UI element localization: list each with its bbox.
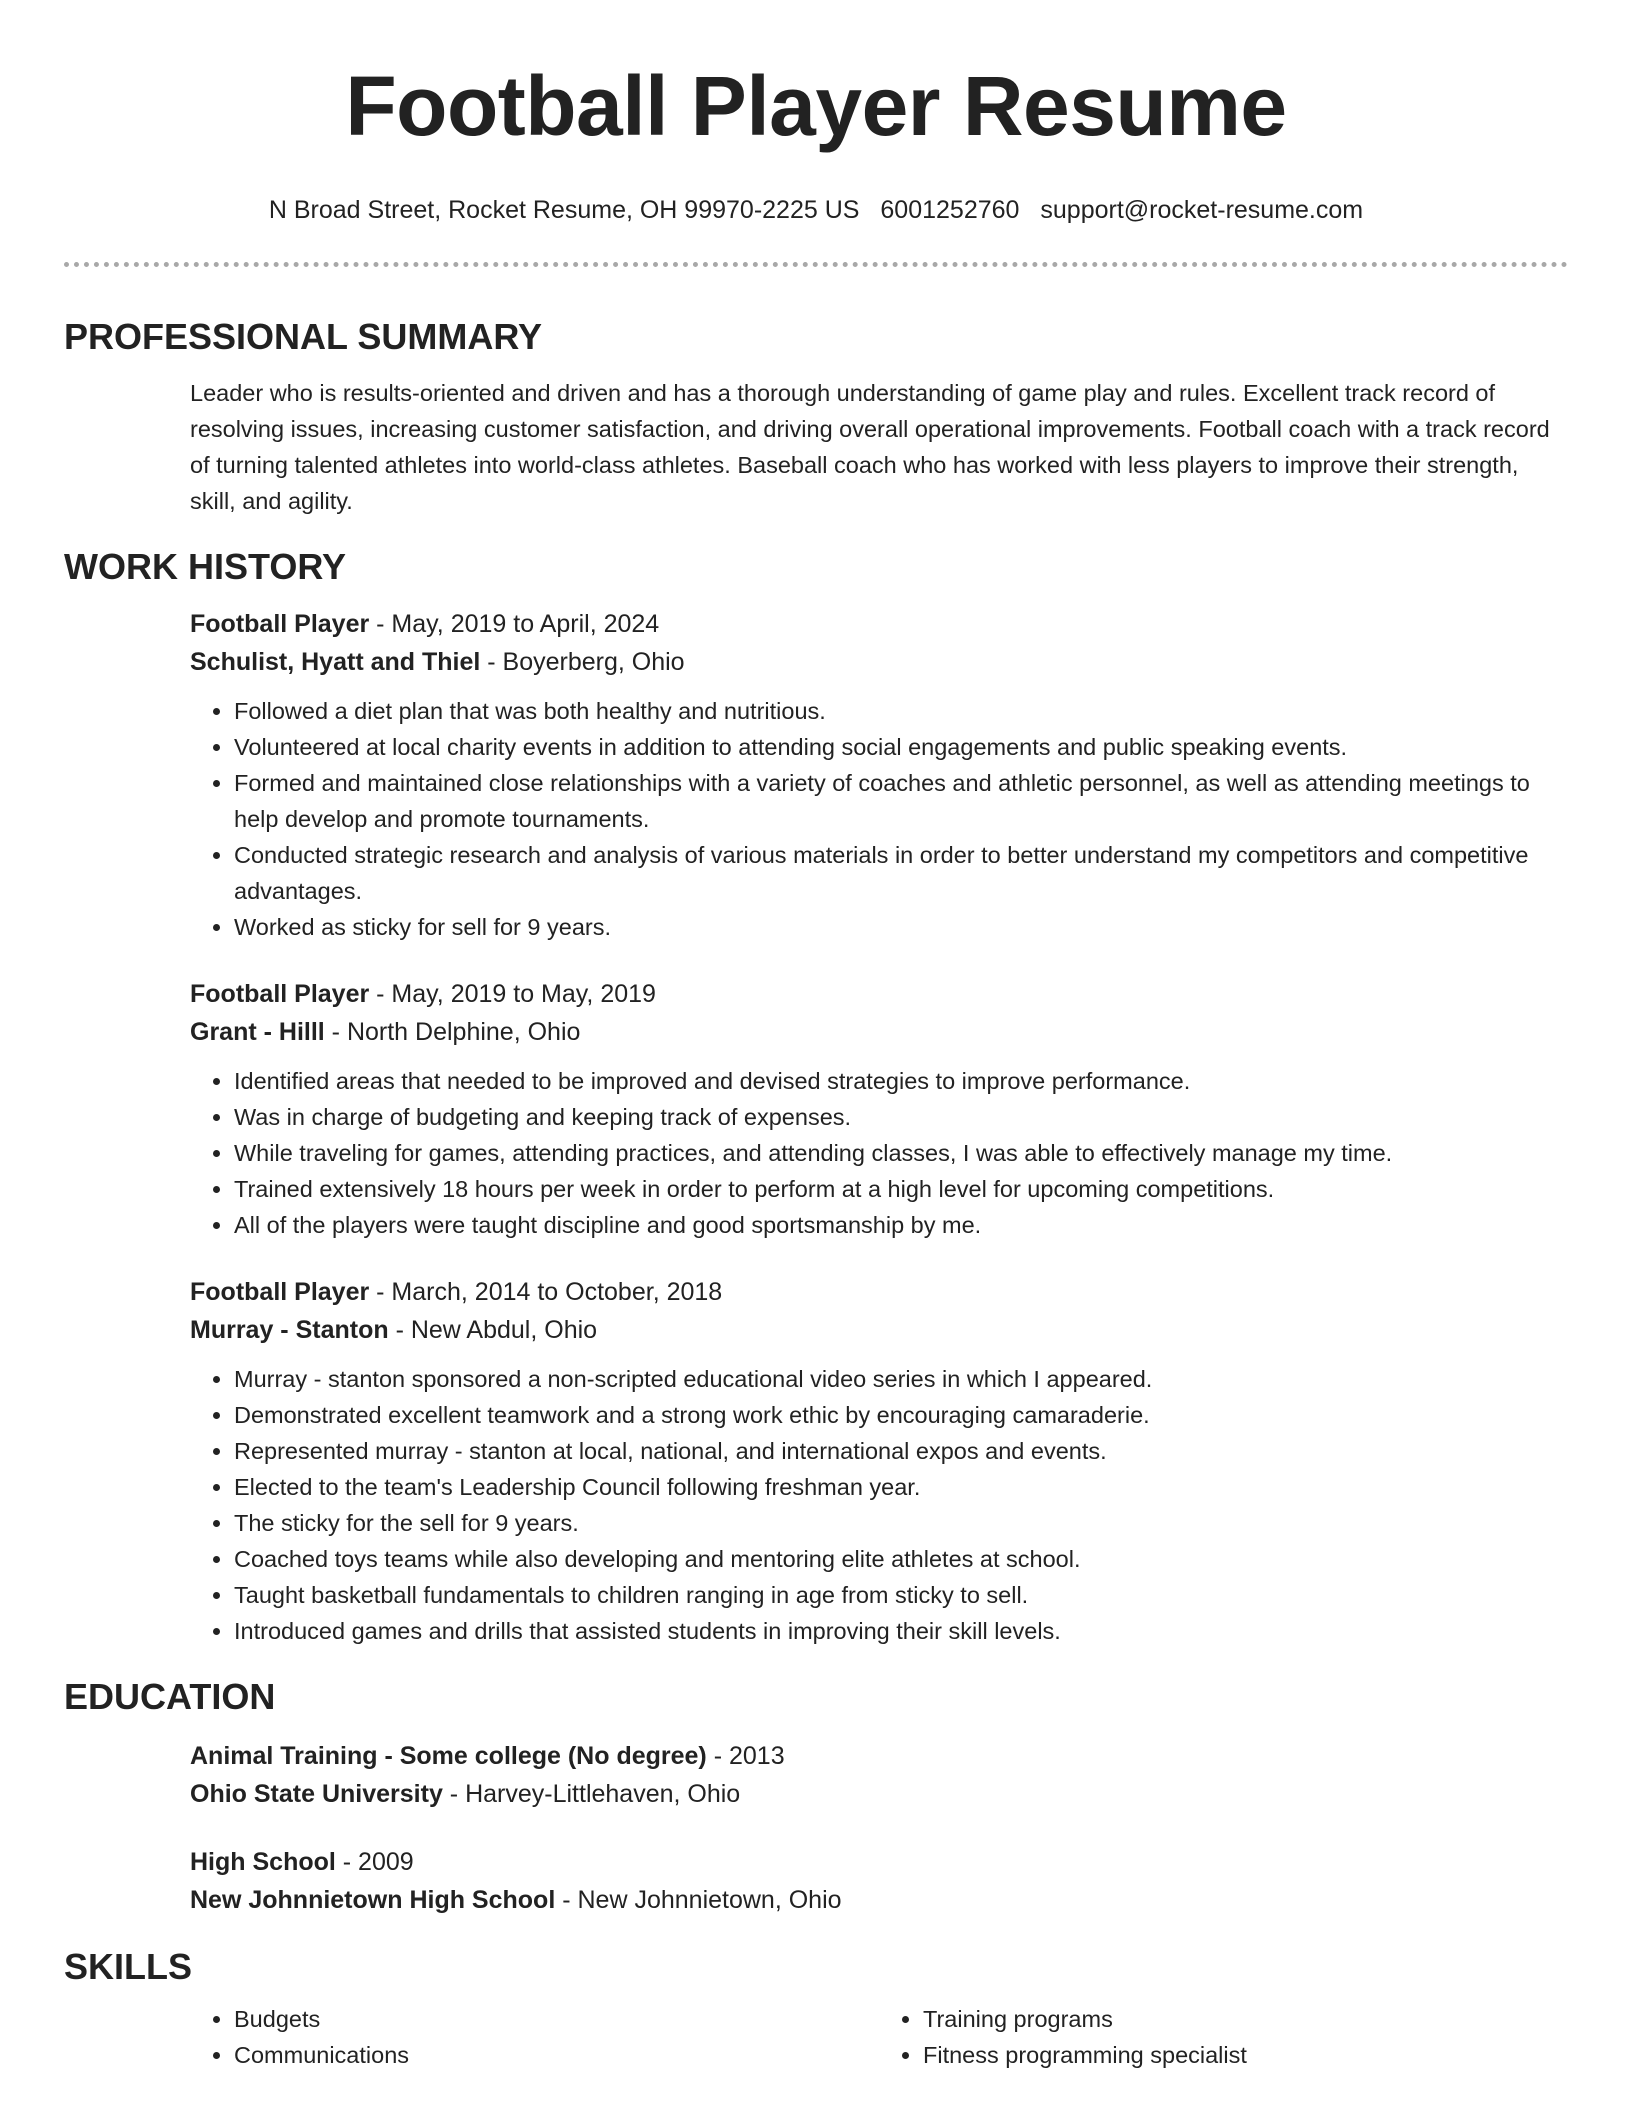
job-bullets [190, 1361, 1568, 1649]
job-dates: - May, 2019 to May, 2019 [369, 980, 656, 1008]
work-history-heading: WORK HISTORY [64, 546, 347, 587]
list-item: • Elected to the team's Leadership Council following freshman year. [234, 1469, 1568, 1505]
job-entry [190, 975, 1568, 1243]
summary-text: Leader who is results-oriented and driven and has a thorough understanding of game play and rules. Excellent track record of resolving issues, increasing customer satisfaction, and driving overall operational improvements. Football coach with a track record of turning talented athletes into world-class athletes. Baseball coach who has worked with less players to improve their strength, skill, and agility. [190, 380, 1550, 514]
job-dates: - May, 2019 to April, 2024 [369, 610, 660, 638]
job-bullets [190, 693, 1568, 945]
list-item: • Communications [234, 2037, 879, 2073]
skills-grid [190, 1989, 1568, 2073]
degree-line [190, 1843, 1568, 1881]
job-dates: - March, 2014 to October, 2018 [369, 1278, 723, 1306]
job-title: Football Player [190, 980, 370, 1008]
company-line [190, 1013, 1568, 1051]
company-line [190, 643, 1568, 681]
skills-column-right [879, 2001, 1568, 2073]
company-location: - North Delphine, Ohio [324, 1018, 581, 1046]
list-item: • The sticky for the sell for 9 years. [234, 1505, 1568, 1541]
company-location: - Boyerberg, Ohio [480, 648, 685, 676]
list-item: • Formed and maintained close relationships with a variety of coaches and athletic personnel, as well as attending meetings to help develop and promote tournaments. [234, 765, 1568, 837]
degree-name: High School [190, 1848, 336, 1876]
job-title: Football Player [190, 1278, 370, 1306]
education-heading: EDUCATION [64, 1676, 276, 1717]
education-entry [190, 1843, 1568, 1919]
school-location: - Harvey-Littlehaven, Ohio [442, 1780, 741, 1808]
job-title-line [190, 605, 1568, 643]
list-item: • Training programs [923, 2001, 1568, 2037]
job-title-line [190, 975, 1568, 1013]
school-location: - New Johnnietown, Ohio [555, 1886, 842, 1914]
list-item: • Murray - stanton sponsored a non-scripted educational video series in which I appeared. [234, 1361, 1568, 1397]
degree-name: Animal Training - Some college (No degree) [190, 1742, 707, 1770]
company-location: - New Abdul, Ohio [388, 1316, 598, 1344]
skills-heading: SKILLS [64, 1946, 193, 1987]
list-item: • Worked as sticky for sell for 9 years. [234, 909, 1568, 945]
list-item: • Followed a diet plan that was both healthy and nutritious. [234, 693, 1568, 729]
contact-email[interactable]: support@rocket-resume.com [1040, 196, 1364, 224]
degree-year: - 2013 [706, 1742, 785, 1770]
list-item: • Coached toys teams while also developing and mentoring elite athletes at school. [234, 1541, 1568, 1577]
contact-address: N Broad Street, Rocket Resume, OH 99970-2225 US [268, 196, 860, 224]
resume-title: Football Player Resume [345, 59, 1287, 153]
list-item: • Represented murray - stanton at local, national, and international expos and events. [234, 1433, 1568, 1469]
work-history-section [64, 545, 1568, 1649]
degree-year: - 2009 [335, 1848, 414, 1876]
list-item: • Was in charge of budgeting and keeping track of expenses. [234, 1099, 1568, 1135]
skills-column-left [190, 2001, 879, 2073]
job-title-line [190, 1273, 1568, 1311]
list-item: • Demonstrated excellent teamwork and a strong work ethic by encouraging camaraderie. [234, 1397, 1568, 1433]
list-item: • Identified areas that needed to be improved and devised strategies to improve performance. [234, 1063, 1568, 1099]
list-item: • Volunteered at local charity events in addition to attending social engagements and public speaking events. [234, 729, 1568, 765]
job-entry [190, 1273, 1568, 1649]
job-bullets [190, 1063, 1568, 1243]
list-item: • Introduced games and drills that assisted students in improving their skill levels. [234, 1613, 1568, 1649]
contact-phone: 6001252760 [880, 196, 1020, 224]
list-item: • All of the players were taught discipline and good sportsmanship by me. [234, 1207, 1568, 1243]
job-entry [190, 605, 1568, 945]
skills-section [64, 1945, 1568, 2073]
company-name: Grant - Hilll [190, 1018, 325, 1046]
header-divider [64, 262, 1568, 267]
school-name: New Johnnietown High School [190, 1886, 556, 1914]
school-line [190, 1775, 1568, 1813]
list-item: • Conducted strategic research and analysis of various materials in order to better understand my competitors and competitive advantages. [234, 837, 1568, 909]
company-line [190, 1311, 1568, 1349]
list-item: • Fitness programming specialist [923, 2037, 1568, 2073]
summary-heading: PROFESSIONAL SUMMARY [64, 316, 543, 357]
list-item: • While traveling for games, attending practices, and attending classes, I was able to effectively manage my time. [234, 1135, 1568, 1171]
job-title: Football Player [190, 610, 370, 638]
list-item: • Trained extensively 18 hours per week in order to perform at a high level for upcoming competitions. [234, 1171, 1568, 1207]
summary-section [64, 315, 1568, 519]
degree-line [190, 1737, 1568, 1775]
list-item: • Taught basketball fundamentals to children ranging in age from sticky to sell. [234, 1577, 1568, 1613]
contact-line [64, 194, 1568, 226]
company-name: Murray - Stanton [190, 1316, 389, 1344]
list-item: • Budgets [234, 2001, 879, 2037]
company-name: Schulist, Hyatt and Thiel [190, 648, 481, 676]
school-line [190, 1881, 1568, 1919]
education-section [64, 1675, 1568, 1919]
education-entry [190, 1737, 1568, 1813]
school-name: Ohio State University [190, 1780, 443, 1808]
